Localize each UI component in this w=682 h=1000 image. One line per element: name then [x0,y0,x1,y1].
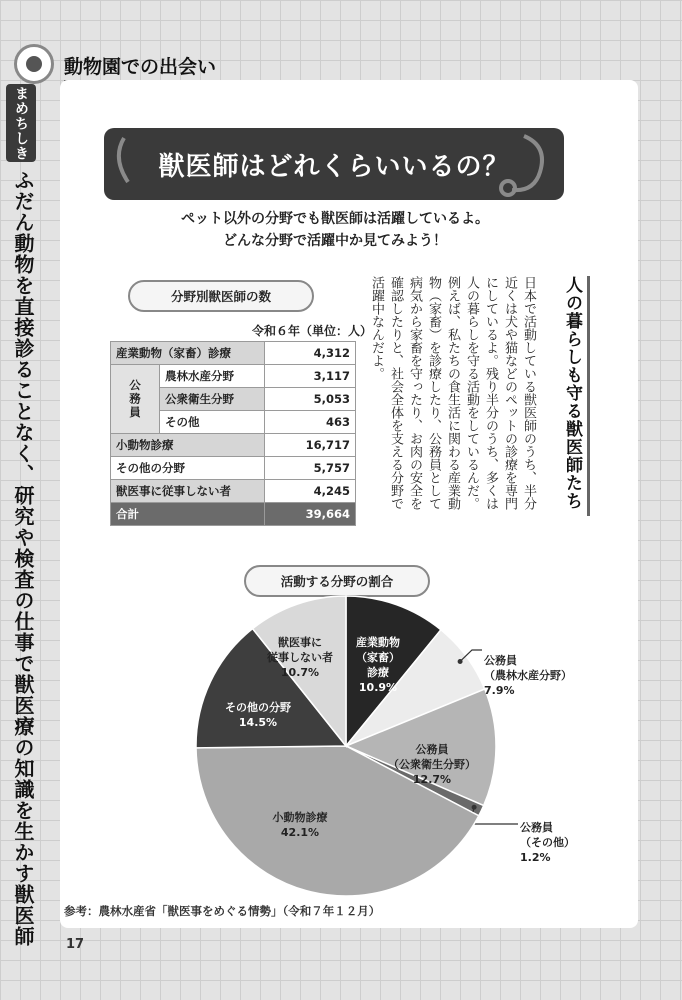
pie-label-6-pct-label: 10.7% [280,666,320,679]
pie-label-5-label-l1: その他の分野 [225,701,291,714]
pie-leader-dot-1 [458,659,463,664]
group-label: 公務員 [111,365,160,434]
side-trivia-text: ふだん動物を直接診ることなく、研究や検査の仕事で獣医療の知識を生かす獣医師 [11,170,35,947]
row-value: 5,757 [265,457,356,480]
page-number: 17 [66,937,85,952]
row-label: その他の分野 [111,457,265,480]
article-title: 人の暮らしも守る獣医師たち [550,276,590,516]
row-label: 産業動物（家畜）診療 [111,342,265,365]
pie-label-5-pct-label: 14.5% [238,716,278,729]
article-body: 日本で活動している獣医師のうち、半分近くは犬や猫などのペットの診療を専門にしているよ。残り半分のうち、多くは人の暮らしを守る活動をしているんだ。例えば、私たちの食生活に関わる産業動物（家畜）を診療したり、公務員として病気から家畜を守ったり、お肉の安全を確認したりと、社会全体を支える分野で活躍中なんだよ。 [369,276,536,510]
row-value: 463 [265,411,356,434]
pie-label-1-label-l2: （農林水産分野） [484,669,572,682]
pie-label-6-label-l2: 従事しない者 [267,651,333,664]
intro-line-2: どんな分野で活躍中か見てみよう！ [223,233,447,249]
pie-label-3-label-l2: （その他） [520,836,575,849]
pie-label-4-label-l1: 小動物診療 [272,811,328,824]
pie-label-0-label-l1: 産業動物 [356,636,400,649]
pie-label-4 [250,810,350,840]
pie-label-2-label-l2: （公衆衛生分野） [388,758,476,771]
pie-leader-dot-3 [472,805,477,810]
pie-label-1-label-l1: 公務員 [484,654,517,667]
pie-label-3-label-l1: 公務員 [520,821,553,834]
chart-title-pill: 活動する分野の割合 [244,565,430,597]
pie-label-0-pct-label: 10.9% [358,681,398,694]
pie-label-3 [520,820,575,865]
section-title: 動物園での出会い [64,56,217,78]
row-value: 4,245 [265,480,356,503]
row-value: 4,312 [265,342,356,365]
row-label: その他 [160,411,265,434]
intro-line-1: ペット以外の分野でも獣医師は活躍しているよ。 [181,211,489,227]
mamechishiki-tag: まめちしき [6,84,36,162]
pie-label-4-pct-label: 42.1% [280,826,320,839]
row-label: 獣医事に従事しない者 [111,480,265,503]
pie-label-1 [484,653,572,698]
table-unit-note: 令和６年（単位：人） [252,324,373,338]
pie-label-0-label-l2: （家畜） [356,651,400,664]
table-title-pill: 分野別獣医師の数 [128,280,314,312]
row-label: 公衆衛生分野 [160,388,265,411]
row-value: 16,717 [265,434,356,457]
pie-label-6 [250,635,350,680]
row-label: 農林水産分野 [160,365,265,388]
source-citation: 参考：農林水産省「獣医事をめぐる情勢」（令和７年１２月） [64,904,381,918]
pie-label-6-label-l1: 獣医事に [278,636,322,649]
total-value: 39,664 [265,503,356,526]
pie-label-1-pct-label: 7.9% [484,684,515,697]
banner-title: 獣医師はどれくらいいるの？ [158,151,510,182]
pie-label-5 [208,700,308,730]
pie-label-2-pct-label: 12.7% [412,773,452,786]
total-label: 合計 [111,503,265,526]
pie-label-0-label-l3: 診療 [367,666,389,679]
row-value: 3,117 [265,365,356,388]
pie-label-2-label-l1: 公務員 [415,743,449,756]
pie-label-2 [382,742,482,787]
row-label: 小動物診療 [111,434,265,457]
row-value: 5,053 [265,388,356,411]
pie-label-3-pct-label: 1.2% [520,851,551,864]
